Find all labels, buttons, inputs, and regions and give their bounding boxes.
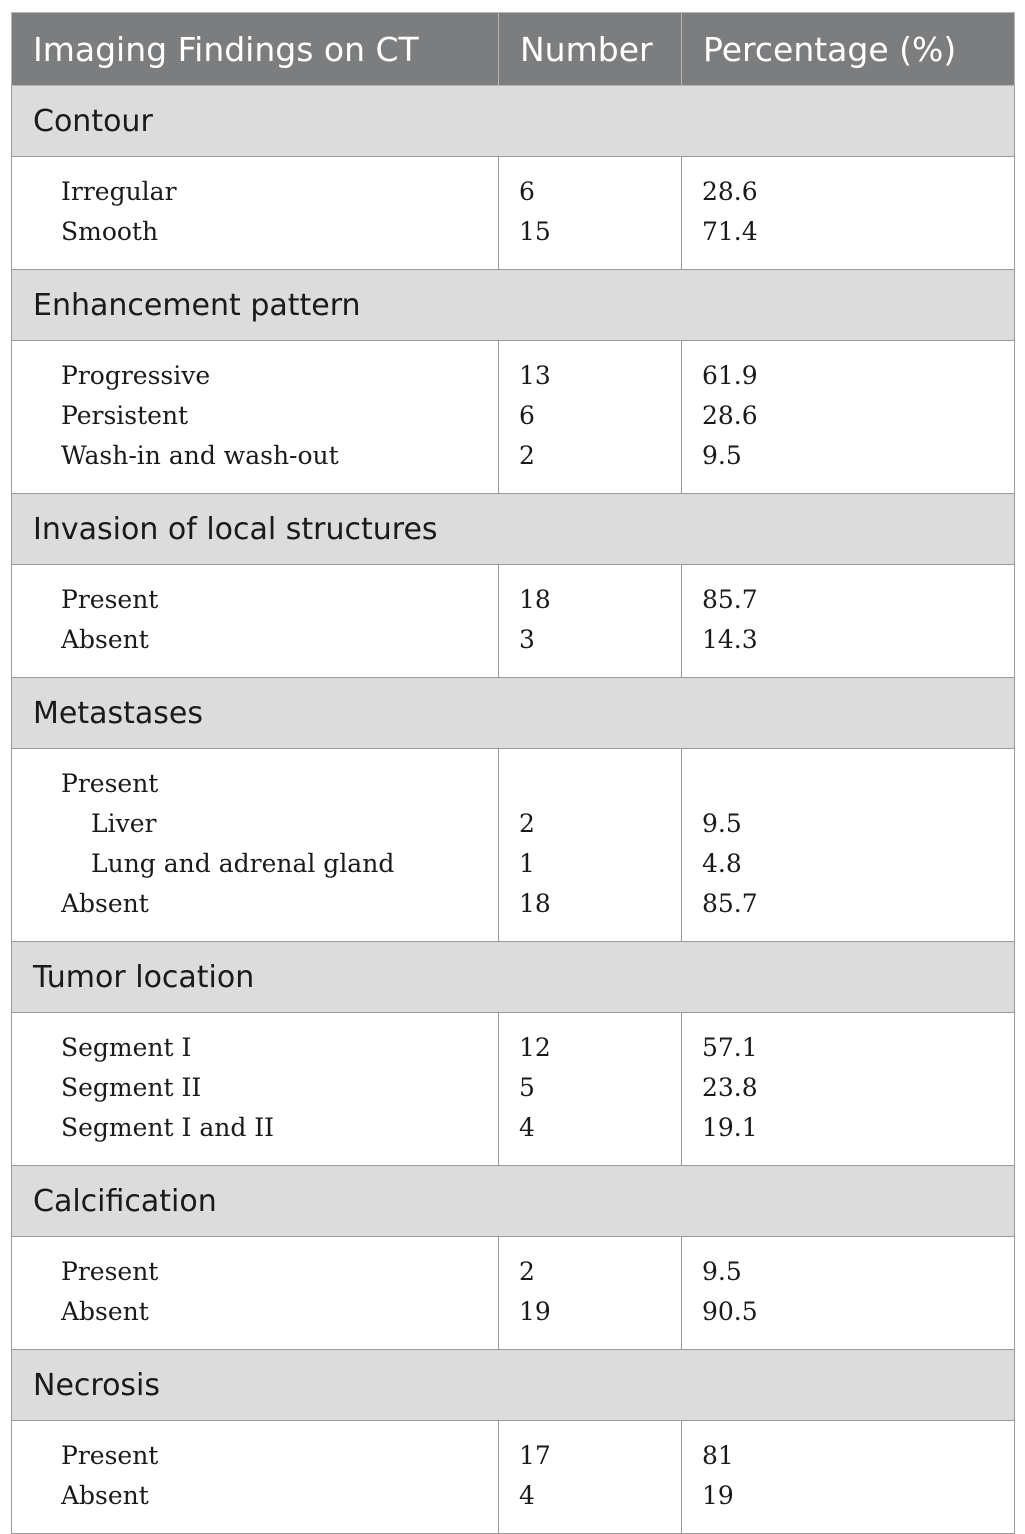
header-imaging-findings: Imaging Findings on CT	[12, 13, 499, 86]
section-row	[12, 678, 1015, 749]
finding-percentage-cell	[682, 157, 1015, 270]
finding-percentage: 28.6	[702, 401, 758, 430]
finding-percentage: 85.7	[702, 585, 758, 614]
finding-label: Wash-in and wash-out	[61, 441, 339, 470]
finding-number: 4	[519, 1113, 535, 1142]
finding-number	[519, 764, 681, 804]
imaging-findings-table	[11, 12, 1015, 1534]
finding-percentage: 23.8	[702, 1073, 758, 1102]
finding-label: Present	[61, 1441, 159, 1470]
finding-number: 13	[519, 361, 551, 390]
finding-percentage-cell	[682, 1421, 1015, 1534]
finding-percentage: 9.5	[702, 1257, 742, 1286]
finding-label-cell	[12, 1237, 499, 1350]
finding-number: 18	[519, 585, 551, 614]
section-body-row	[12, 749, 1015, 942]
finding-number: 18	[519, 889, 551, 918]
section-title: Enhancement pattern	[12, 270, 1015, 341]
finding-percentage: 9.5	[702, 441, 742, 470]
finding-label: Irregular	[61, 177, 177, 206]
table-body	[12, 86, 1015, 1534]
section-row	[12, 942, 1015, 1013]
finding-label: Segment I	[61, 1033, 192, 1062]
finding-percentage: 28.6	[702, 177, 758, 206]
finding-label-cell	[12, 341, 499, 494]
finding-number: 15	[519, 217, 551, 246]
table-header	[12, 13, 1015, 86]
finding-label: Present	[61, 585, 159, 614]
finding-percentage: 57.1	[702, 1033, 758, 1062]
finding-percentage: 90.5	[702, 1297, 758, 1326]
section-title: Calcification	[12, 1166, 1015, 1237]
finding-number-cell	[499, 565, 682, 678]
finding-number-cell	[499, 749, 682, 942]
finding-number-cell	[499, 1237, 682, 1350]
finding-percentage-cell	[682, 341, 1015, 494]
finding-percentage: 19	[702, 1481, 734, 1510]
finding-percentage: 19.1	[702, 1113, 758, 1142]
finding-label-cell	[12, 157, 499, 270]
finding-label: Progressive	[61, 361, 211, 390]
section-title: Contour	[12, 86, 1015, 157]
section-row	[12, 270, 1015, 341]
section-body-row	[12, 341, 1015, 494]
finding-percentage-cell	[682, 749, 1015, 942]
finding-label: Persistent	[61, 401, 189, 430]
finding-number-cell	[499, 157, 682, 270]
finding-label: Present	[61, 769, 159, 798]
section-row	[12, 494, 1015, 565]
finding-label-cell	[12, 1013, 499, 1166]
section-body-row	[12, 1237, 1015, 1350]
finding-label: Absent	[61, 889, 149, 918]
finding-number: 17	[519, 1441, 551, 1470]
finding-label: Smooth	[61, 217, 159, 246]
header-number: Number	[499, 13, 682, 86]
finding-number: 2	[519, 1257, 535, 1286]
finding-percentage: 9.5	[702, 809, 742, 838]
section-title: Necrosis	[12, 1350, 1015, 1421]
finding-label: Absent	[61, 1481, 149, 1510]
section-row	[12, 86, 1015, 157]
finding-label: Absent	[61, 1297, 149, 1326]
finding-number: 6	[519, 401, 535, 430]
finding-percentage	[702, 764, 1014, 804]
finding-number-cell	[499, 341, 682, 494]
section-title: Tumor location	[12, 942, 1015, 1013]
finding-number: 1	[519, 849, 535, 878]
finding-label: Liver	[91, 809, 157, 838]
section-body-row	[12, 1421, 1015, 1534]
finding-percentage: 71.4	[702, 217, 758, 246]
finding-percentage: 4.8	[702, 849, 742, 878]
finding-number: 19	[519, 1297, 551, 1326]
finding-number-cell	[499, 1421, 682, 1534]
finding-label: Present	[61, 1257, 159, 1286]
finding-number: 2	[519, 441, 535, 470]
section-row	[12, 1166, 1015, 1237]
section-title: Invasion of local structures	[12, 494, 1015, 565]
finding-label-cell	[12, 565, 499, 678]
finding-percentage: 14.3	[702, 625, 758, 654]
finding-percentage-cell	[682, 1237, 1015, 1350]
finding-label: Segment I and II	[61, 1113, 275, 1142]
section-body-row	[12, 565, 1015, 678]
finding-label: Segment II	[61, 1073, 202, 1102]
finding-number: 3	[519, 625, 535, 654]
section-body-row	[12, 157, 1015, 270]
finding-number-cell	[499, 1013, 682, 1166]
finding-label-cell	[12, 749, 499, 942]
header-percentage: Percentage (%)	[682, 13, 1015, 86]
finding-label: Lung and adrenal gland	[91, 849, 395, 878]
finding-number: 4	[519, 1481, 535, 1510]
finding-percentage-cell	[682, 565, 1015, 678]
finding-number: 5	[519, 1073, 535, 1102]
section-row	[12, 1350, 1015, 1421]
finding-number: 12	[519, 1033, 551, 1062]
finding-percentage: 85.7	[702, 889, 758, 918]
finding-label: Absent	[61, 625, 149, 654]
finding-number: 2	[519, 809, 535, 838]
section-body-row	[12, 1013, 1015, 1166]
finding-label-cell	[12, 1421, 499, 1534]
section-title: Metastases	[12, 678, 1015, 749]
finding-number: 6	[519, 177, 535, 206]
finding-percentage: 81	[702, 1441, 734, 1470]
finding-percentage: 61.9	[702, 361, 758, 390]
header-row	[12, 13, 1015, 86]
finding-percentage-cell	[682, 1013, 1015, 1166]
